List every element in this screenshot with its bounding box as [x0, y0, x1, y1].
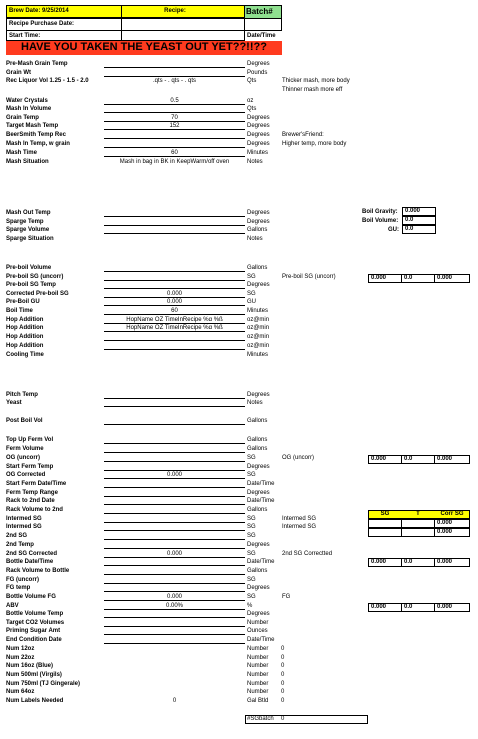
intermed-temp-cell — [401, 519, 435, 528]
row-underline — [104, 216, 245, 217]
t-col-header: T — [416, 511, 420, 517]
row-underline — [104, 496, 245, 497]
row-label: 2nd Temp — [6, 542, 34, 548]
row-unit: Degrees — [247, 464, 270, 470]
row-label: Sparge Situation — [6, 236, 54, 242]
row-unit: Degrees — [247, 115, 270, 121]
row-label: Target CO2 Volumes — [6, 620, 65, 626]
row-unit: Gallons — [247, 418, 268, 424]
purchase-date-extra-cell — [244, 18, 282, 31]
row-value: 60 — [171, 150, 178, 156]
row-underline — [104, 504, 245, 505]
row-label: Num Labels Needed — [6, 698, 64, 704]
row-label: Grain Temp — [6, 115, 39, 121]
row-underline — [104, 557, 245, 558]
recipe-label: Recipe: — [164, 8, 186, 14]
row-note: OG (uncorr) — [282, 455, 315, 461]
row-unit: Pounds — [247, 70, 268, 76]
row-value: 0.000 — [166, 472, 182, 478]
row-underline — [104, 138, 245, 139]
row-unit: Notes — [247, 236, 263, 242]
row-label: Hop Addition — [6, 325, 44, 331]
row-underline — [104, 349, 245, 350]
row-note: Thicker mash, more body — [282, 78, 350, 84]
row-underline — [104, 539, 245, 540]
row-label: Target Mash Temp — [6, 123, 59, 129]
row-label: Top Up Ferm Vol — [6, 437, 54, 443]
row-label: Cooling Time — [6, 352, 44, 358]
row-underline — [104, 331, 245, 332]
row-underline — [104, 626, 245, 627]
row-label: Bottle Volume FG — [6, 594, 56, 600]
row-underline — [104, 609, 245, 610]
row-note: 0 — [281, 716, 285, 722]
row-value: 60 — [171, 308, 178, 314]
row-unit: #SGbatch — [247, 716, 274, 722]
row-unit: Degrees — [247, 282, 270, 288]
row-unit: oz@min — [247, 334, 270, 340]
row-value: 0 — [172, 698, 177, 704]
row-label: Start Ferm Date/Time — [6, 481, 67, 487]
purchase-date-label: Recipe Purchase Date: — [9, 21, 75, 27]
intermed-sg-cell — [368, 519, 402, 528]
row-note: 0 — [281, 689, 285, 695]
row-label: Pre-boil SG Temp — [6, 282, 56, 288]
row-underline — [104, 297, 245, 298]
row-unit: oz@min — [247, 325, 270, 331]
row-label: Mash Situation — [6, 159, 49, 165]
boil-gravity-value: 0.000 — [402, 207, 436, 216]
row-unit: Degrees — [247, 219, 270, 225]
row-unit: Date/Time — [247, 637, 275, 643]
intermed2-temp-cell — [401, 528, 435, 537]
row-underline — [104, 530, 245, 531]
row-label: ABV — [6, 603, 19, 609]
row-underline — [104, 67, 245, 68]
preboil-temp-reading: 0.0 — [401, 274, 435, 283]
row-underline — [104, 617, 245, 618]
row-underline — [104, 156, 245, 157]
row-note: 0 — [281, 672, 285, 678]
row-underline — [104, 225, 245, 226]
row-underline — [104, 233, 245, 234]
row-note: 0 — [281, 698, 285, 704]
row-underline — [104, 147, 245, 148]
row-note: Pre-boil SG (uncorr) — [282, 274, 336, 280]
row-label: Pitch Temp — [6, 392, 38, 398]
row-underline — [104, 280, 245, 281]
og-corr-reading: 0.000 — [434, 455, 470, 464]
second-corr-reading: 0.000 — [434, 558, 470, 567]
row-unit: Minutes — [247, 308, 269, 314]
row-label: Num 16oz (Blue) — [6, 663, 54, 669]
row-underline — [104, 470, 245, 471]
row-unit: Gallons — [247, 265, 268, 271]
row-unit: oz — [247, 98, 254, 104]
row-value: HopName OZ TimeInRecipe %α %ß — [126, 325, 223, 331]
row-label: Hop Addition — [6, 317, 44, 323]
row-underline — [104, 565, 245, 566]
row-unit: Degrees — [247, 123, 270, 129]
row-label: Boil Time — [6, 308, 33, 314]
row-unit: Number — [247, 655, 269, 661]
row-note: Brewer'sFriend: — [282, 132, 324, 138]
row-unit: Degrees — [247, 490, 270, 496]
batch-label: Batch# — [246, 7, 273, 16]
row-label: Corrected Pre-boil SG — [6, 291, 69, 297]
row-underline — [104, 522, 245, 523]
boil-volume-value: 0.0 — [402, 216, 436, 225]
row-unit: Degrees — [247, 392, 270, 398]
row-underline — [104, 121, 245, 122]
row-unit: Gallons — [247, 568, 268, 574]
og-sg-reading: 0.000 — [368, 455, 402, 464]
row-unit: Gallons — [247, 507, 268, 513]
row-label: Num 500ml (Virgils) — [6, 672, 62, 678]
gal-bottled-box — [245, 715, 368, 724]
row-label: Start Ferm Temp — [6, 464, 54, 470]
preboil-sg-reading: 0.000 — [368, 274, 402, 283]
gu-value: 0.0 — [402, 225, 436, 234]
row-underline — [104, 443, 245, 444]
row-unit: SG — [247, 577, 256, 583]
row-unit: Number — [247, 672, 269, 678]
row-note: Intermed SG — [282, 516, 317, 522]
row-unit: oz@min — [247, 343, 270, 349]
row-label: Priming Sugar Amt — [6, 628, 61, 634]
row-underline — [104, 513, 245, 514]
row-label: Post Boil Vol — [6, 418, 43, 424]
intermed2-corr-reading: 0.000 — [434, 528, 470, 537]
row-value: 0.000 — [166, 299, 182, 305]
row-underline — [104, 461, 245, 462]
row-unit: Minutes — [247, 352, 269, 358]
row-unit: % — [247, 603, 253, 609]
row-underline — [104, 323, 245, 324]
row-value: 0.000 — [166, 594, 182, 600]
row-underline — [104, 574, 245, 575]
row-unit: Degrees — [247, 542, 270, 548]
row-underline — [104, 548, 245, 549]
row-note: Thinner mash more eff — [282, 87, 343, 93]
row-unit: Number — [247, 663, 269, 669]
row-label: Sparge Temp — [6, 219, 44, 225]
row-value: 0.00% — [165, 603, 183, 609]
row-note: FG — [282, 594, 291, 600]
row-underline — [104, 112, 245, 113]
row-underline — [104, 398, 245, 399]
fg-sg-reading: 0.000 — [368, 603, 402, 612]
start-time-unit: Date/Time — [247, 33, 276, 39]
row-label: Pre-boil SG (uncorr) — [6, 274, 64, 280]
row-underline — [104, 271, 245, 272]
row-unit: SG — [247, 516, 256, 522]
second-temp-reading: 0.0 — [401, 558, 435, 567]
row-unit: Ounces — [247, 628, 268, 634]
row-label: End Condition Date — [6, 637, 62, 643]
yeast-banner: HAVE YOU TAKEN THE YEAST OUT YET??!!?? — [6, 41, 282, 55]
brew-date-label: Brew Date: 9/25/2014 — [9, 8, 69, 14]
row-value: 0.5 — [170, 98, 179, 104]
row-label: Mash Out Temp — [6, 210, 51, 216]
row-note: 2nd SG Correctted — [282, 551, 333, 557]
row-label: Bottle Date/Time — [6, 559, 54, 565]
row-underline — [104, 104, 245, 105]
row-label: Pre-Mash Grain Temp — [6, 61, 68, 67]
row-unit: Number — [247, 646, 269, 652]
row-unit: Gallons — [247, 446, 268, 452]
fg-temp-reading: 0.0 — [401, 603, 435, 612]
boil-volume-label: Boil Volume: — [362, 218, 399, 224]
row-underline — [104, 487, 245, 488]
row-underline — [104, 478, 245, 479]
row-label: OG Corrected — [6, 472, 46, 478]
row-unit: Degrees — [247, 141, 270, 147]
row-label: Rack to 2nd Date — [6, 498, 55, 504]
row-unit: Number — [247, 620, 269, 626]
row-unit: oz@min — [247, 317, 270, 323]
row-underline — [104, 634, 245, 635]
row-underline — [104, 129, 245, 130]
row-note: 0 — [281, 646, 285, 652]
row-label: 2nd SG — [6, 533, 28, 539]
row-label: Water Crystals — [6, 98, 48, 104]
row-unit: Number — [247, 681, 269, 687]
row-label: Hop Addition — [6, 343, 44, 349]
row-unit: GU — [247, 299, 256, 305]
row-note: Intermed SG — [282, 524, 317, 530]
second-sg-reading: 0.000 — [368, 558, 402, 567]
row-note: Higher temp, more body — [282, 141, 347, 147]
row-label: Ferm Temp Range — [6, 490, 58, 496]
row-unit: Qts — [247, 78, 257, 84]
row-label: Grain Wt — [6, 70, 31, 76]
row-label: Rec Liquor Vol 1.25 - 1.5 - 2.0 — [6, 78, 89, 84]
row-label: Mash In Temp, w grain — [6, 141, 70, 147]
row-unit: SG — [247, 274, 256, 280]
row-unit: Degrees — [247, 585, 270, 591]
row-label: Yeast — [6, 400, 22, 406]
row-value: 0.000 — [166, 551, 182, 557]
row-unit: Qts — [247, 106, 257, 112]
row-note: 0 — [281, 655, 285, 661]
row-underline — [104, 424, 245, 425]
row-label: Sparge Volume — [6, 227, 50, 233]
row-underline — [104, 76, 245, 77]
row-unit: SG — [247, 524, 256, 530]
boil-gravity-label: Boil Gravity: — [362, 209, 398, 215]
row-underline — [104, 314, 245, 315]
row-underline — [104, 583, 245, 584]
preboil-corr-reading: 0.000 — [434, 274, 470, 283]
row-note: 0 — [281, 681, 285, 687]
row-underline — [104, 305, 245, 306]
row-underline — [104, 600, 245, 601]
row-unit: Date/Time — [247, 481, 275, 487]
row-unit: SG — [247, 594, 256, 600]
row-value: Mash in bag in BK in KeepWarm/off oven — [119, 159, 230, 165]
row-unit: SG — [247, 533, 256, 539]
row-unit: Minutes — [247, 150, 269, 156]
row-underline — [104, 340, 245, 341]
row-unit: Degrees — [247, 132, 270, 138]
row-underline — [104, 643, 245, 644]
row-label: Hop Addition — [6, 334, 44, 340]
row-unit: Notes — [247, 159, 263, 165]
row-label: Rack Volume to 2nd — [6, 507, 63, 513]
row-unit: SG — [247, 472, 256, 478]
intermed2-sg-cell — [368, 528, 402, 537]
row-unit: Number — [247, 689, 269, 695]
row-value: 152 — [169, 123, 180, 129]
row-underline — [104, 406, 245, 407]
row-label: 2nd SG Corrected — [6, 551, 58, 557]
row-note: 0 — [281, 663, 285, 669]
row-label: Pre-Boil GU — [6, 299, 40, 305]
intermed-corr-reading: 0.000 — [434, 519, 470, 528]
row-unit: Gal Btld — [247, 698, 269, 704]
row-unit: Degrees — [247, 61, 270, 67]
row-label: Num 64oz — [6, 689, 35, 695]
row-unit: Date/Time — [247, 559, 275, 565]
corr-sg-col-header: Corr SG — [440, 511, 464, 517]
row-unit: SG — [247, 291, 256, 297]
start-time-value-cell — [121, 30, 245, 41]
row-label: BeerSmith Temp Rec — [6, 132, 66, 138]
row-label: Mash Time — [6, 150, 37, 156]
row-value: 70 — [171, 115, 178, 121]
row-unit: SG — [247, 551, 256, 557]
row-label: Num 22oz — [6, 655, 35, 661]
row-underline — [104, 452, 245, 453]
og-temp-reading: 0.0 — [401, 455, 435, 464]
fg-corr-reading: 0.000 — [434, 603, 470, 612]
row-label: Rack Volume to Bottle — [6, 568, 70, 574]
row-underline — [104, 591, 245, 592]
row-unit: Gallons — [247, 437, 268, 443]
row-unit: Gallons — [247, 227, 268, 233]
row-value: HopName OZ TimeInRecipe %α %ß — [126, 317, 223, 323]
row-label: Bottle Volume Temp — [6, 611, 64, 617]
row-label: Num 12oz — [6, 646, 35, 652]
row-label: Num 750ml (TJ Gingerale) — [6, 681, 81, 687]
gu-label: GU: — [388, 227, 399, 233]
sg-col-header: SG — [380, 511, 390, 517]
row-label: Intermed SG — [6, 524, 42, 530]
row-label: Ferm Volume — [6, 446, 44, 452]
row-label: Pre-boil Volume — [6, 265, 52, 271]
row-label: Mash In Volume — [6, 106, 52, 112]
row-unit: Date/Time — [247, 498, 275, 504]
row-label: FG (uncorr) — [6, 577, 39, 583]
row-value: .qts - . qts - . qts — [152, 78, 196, 84]
row-underline — [104, 288, 245, 289]
row-value: 0.000 — [166, 291, 182, 297]
row-unit: Notes — [247, 400, 263, 406]
row-label: FG temp — [6, 585, 31, 591]
row-label: Intermed SG — [6, 516, 42, 522]
row-unit: Degrees — [247, 611, 270, 617]
row-unit: SG — [247, 455, 256, 461]
row-label: OG (uncorr) — [6, 455, 40, 461]
start-time-label: Start Time: — [9, 33, 41, 39]
row-unit: Degrees — [247, 210, 270, 216]
